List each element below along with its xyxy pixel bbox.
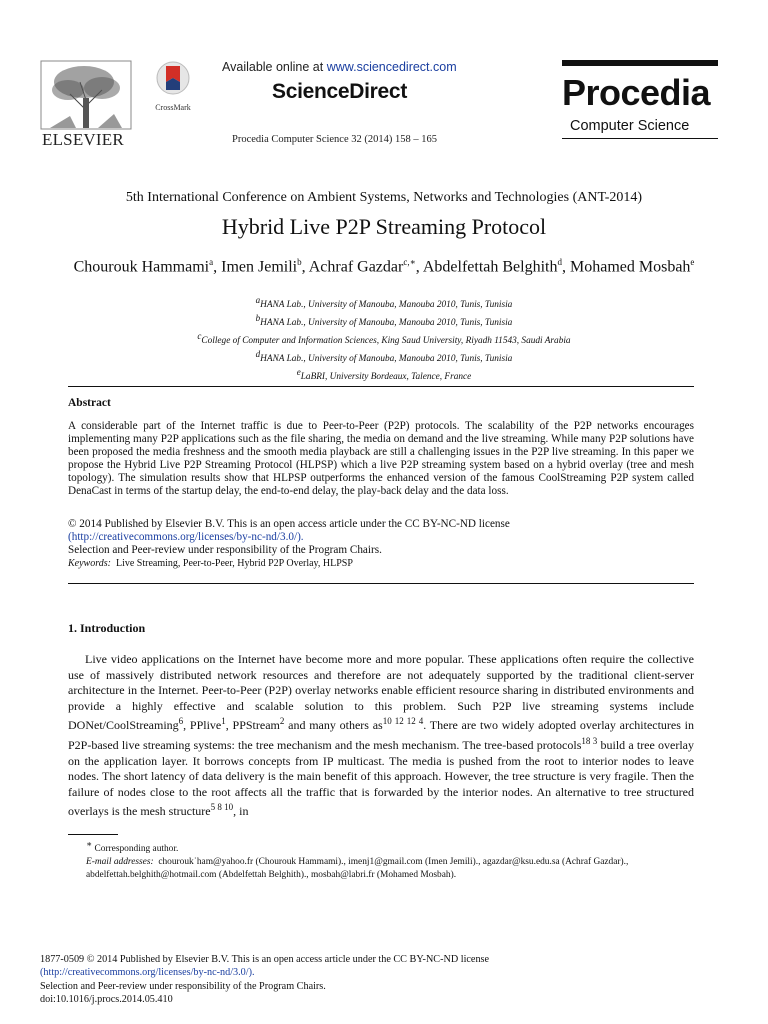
abstract-top-rule xyxy=(68,386,694,387)
procedia-bottom-rule xyxy=(562,138,718,139)
paragraph-text: Live video applications on the Internet have become more and more popular. These applications often require the collective use of massively distributed network resources and therefore are not adequately supported by the traditional client-server architecture in the Internet. Peer-to-Peer (P2P) overlay networks enable efficient resource sharing in distributed environments and provide a highly effective and scalable solution to this problem. Such P2P live streaming systems include DONet/CoolStreaming xyxy=(68,652,694,733)
abstract-text: A considerable part of the Internet traffic is due to Peer-to-Peer (P2P) protocols. The scalability of the P2P networks encourages implementing many P2P applications such as the file sharing, the media on demand and the live streaming. While many P2P solutions have been proposed the media freshness and the smooth media playback are still a challenging issues in the P2P live streaming. In this paper we propose the Hybrid Live P2P Streaming Protocol (HLPSP) which a live P2P streaming system based on a hybrid overlay (tree and mesh topology). The simulation results show that HLPSP outperforms the enhanced version of the famous CoolStreaming P2P system called DenaCast in terms of the startup delay, the end-to-end delay, the play-back delay and the data loss. xyxy=(68,420,694,497)
keywords-list: Live Streaming, Peer-to-Peer, Hybrid P2P Overlay, HLPSP xyxy=(115,558,353,569)
license-link[interactable]: (http://creativecommons.org/licenses/by-nc-nd/3.0/). xyxy=(68,531,304,543)
paragraph-text: build a tree overlay on the application layer. It borrows concepts from IP multicast. The media is pushed from the root to interior nodes to leave nodes. The short latency of data delivery is the main benefit of this approach. However, the tree structure is very fragile. Then the failure of nodes close to the root affects all the traffic that is forwarded by the interior nodes. An alternative to tree structured overlays is the mesh structure xyxy=(68,737,695,819)
author-affiliation-marker: d xyxy=(557,257,562,267)
citation-reference[interactable]: 5 8 10 xyxy=(210,802,234,813)
author-name: Achraf Gazdar xyxy=(308,258,404,276)
author-affiliation-marker: b xyxy=(297,257,302,267)
affiliation-text: HANA Lab., University of Manouba, Manouba 2010, Tunis, Tunisia xyxy=(260,300,513,311)
footnote xyxy=(68,838,694,882)
abstract-bottom-rule xyxy=(68,583,694,584)
keywords-label: Keywords: xyxy=(68,558,111,569)
author-name: Chourouk Hammami xyxy=(73,258,210,276)
copyright-line: © 2014 Published by Elsevier B.V. This is an open access article under the CC BY-NC-ND license xyxy=(68,518,510,530)
author-list: Chourouk Hammami$^a$, Imen Jemili$^b$, Achraf Gazdar$^{c,∗}$, Abdelfettah Belghith$^d$, Mohamed Mosbah$^e$ xyxy=(73,257,695,276)
doi: doi:10.1016/j.procs.2014.05.410 xyxy=(40,994,173,1006)
keywords-line xyxy=(68,558,353,569)
publication-info xyxy=(40,953,600,1007)
affiliation-text: HANA Lab., University of Manouba, Manouba 2010, Tunis, Tunisia xyxy=(260,354,513,365)
affiliation-marker: d xyxy=(255,349,261,360)
paragraph-text: , PPStream xyxy=(225,718,280,733)
affiliation-text: LaBRI, University Bordeaux, Talence, France xyxy=(300,372,472,383)
author-affiliation-marker: c,∗ xyxy=(403,257,416,267)
copyright-block xyxy=(68,518,510,557)
corresponding-author-note xyxy=(68,838,694,856)
section-heading-introduction: 1. Introduction xyxy=(68,621,146,635)
author-name: Abdelfettah Belghith xyxy=(422,258,558,276)
sciencedirect-link[interactable]: www.sciencedirect.com xyxy=(326,60,457,74)
affiliation-marker: a xyxy=(255,295,261,305)
paragraph-text: and many others as xyxy=(284,718,383,733)
affiliation-list xyxy=(60,294,708,384)
conference-name: 5th International Conference on Ambient Systems, Networks and Technologies (ANT-2014) xyxy=(125,190,643,205)
affiliation-line xyxy=(60,312,708,330)
crossmark-badge[interactable] xyxy=(150,60,196,112)
paragraph-text: , in xyxy=(233,804,249,819)
availability-line xyxy=(222,60,457,74)
citation-reference[interactable]: 2 xyxy=(279,716,285,727)
footnote-marker: ∗ xyxy=(86,839,93,849)
affiliation-marker: e xyxy=(296,367,301,378)
journal-citation: Procedia Computer Science 32 (2014) 158 – 165 xyxy=(232,134,437,145)
bottom-license-link[interactable]: (http://creativecommons.org/licenses/by-nc-nd/3.0/). xyxy=(40,967,255,979)
issn-copyright-line: 1877-0509 © 2014 Published by Elsevier B.V. This is an open access article under the CC BY-NC-ND license xyxy=(40,954,490,965)
paragraph-text: , PPlive xyxy=(183,718,222,733)
bottom-peer-review-line: Selection and Peer-review under responsibility of the Program Chairs. xyxy=(40,980,326,992)
introduction-body xyxy=(68,652,694,820)
crossmark-label: CrossMark xyxy=(155,103,191,112)
affiliation-text: College of Computer and Information Sciences, King Saud University, Riyadh 11543, Saudi Arabia xyxy=(201,336,571,347)
paper-title: Hybrid Live P2P Streaming Protocol xyxy=(221,214,547,239)
footnote-rule xyxy=(68,834,118,835)
affiliation-line xyxy=(60,330,708,348)
citation-reference[interactable]: 18 3 xyxy=(581,735,598,746)
email-list: chourouk˙ham@yahoo.fr (Chourouk Hammami)., imenj1@gmail.com (Imen Jemili)., agazdar@ksu.edu.sa (Achraf Gazdar)., abdelfettah.belghith@hotmail.com (Abdelfettah Belghith)., mosbah@labri.fr (Mohamed Mosbah). xyxy=(86,857,629,881)
citation-reference[interactable]: 1 xyxy=(221,716,226,727)
peer-review-line: Selection and Peer-review under responsibility of the Program Chairs. xyxy=(68,544,382,556)
availability-prefix: Available online at xyxy=(222,60,327,74)
affiliation-text: HANA Lab., University of Manouba, Manouba 2010, Tunis, Tunisia xyxy=(260,318,513,329)
affiliation-line xyxy=(60,348,708,366)
paragraph-text: . There are two widely adopted overlay architectures in P2P-based live streaming systems: the tree mechanism and the mesh mechanism. The tree-based protocols xyxy=(68,718,695,752)
affiliation-marker: c xyxy=(197,331,202,342)
author-affiliation-marker: a xyxy=(209,257,214,267)
citation-reference[interactable]: 6 xyxy=(178,716,184,727)
procedia-top-rule xyxy=(562,60,718,66)
publisher-wordmark: ELSEVIER xyxy=(42,130,124,149)
procedia-wordmark: Procedia xyxy=(562,72,711,113)
email-label: E-mail addresses: xyxy=(86,857,154,868)
corresponding-author-text: Corresponding author. xyxy=(94,844,179,855)
affiliation-line xyxy=(60,366,708,384)
abstract-heading: Abstract xyxy=(68,397,111,409)
procedia-logo xyxy=(562,60,718,139)
author-affiliation-marker: e xyxy=(690,257,695,267)
email-addresses xyxy=(68,856,694,882)
author-name: Mohamed Mosbah xyxy=(569,258,691,276)
affiliation-marker: b xyxy=(255,313,261,324)
sciencedirect-wordmark: ScienceDirect xyxy=(272,80,408,103)
crossmark-icon xyxy=(155,60,191,96)
procedia-subtitle: Computer Science xyxy=(570,118,690,134)
affiliation-line xyxy=(60,294,708,312)
citation-reference[interactable]: 10 12 12 4 xyxy=(382,716,424,727)
introduction-paragraph xyxy=(68,652,694,820)
author-name: Imen Jemili xyxy=(221,258,298,276)
